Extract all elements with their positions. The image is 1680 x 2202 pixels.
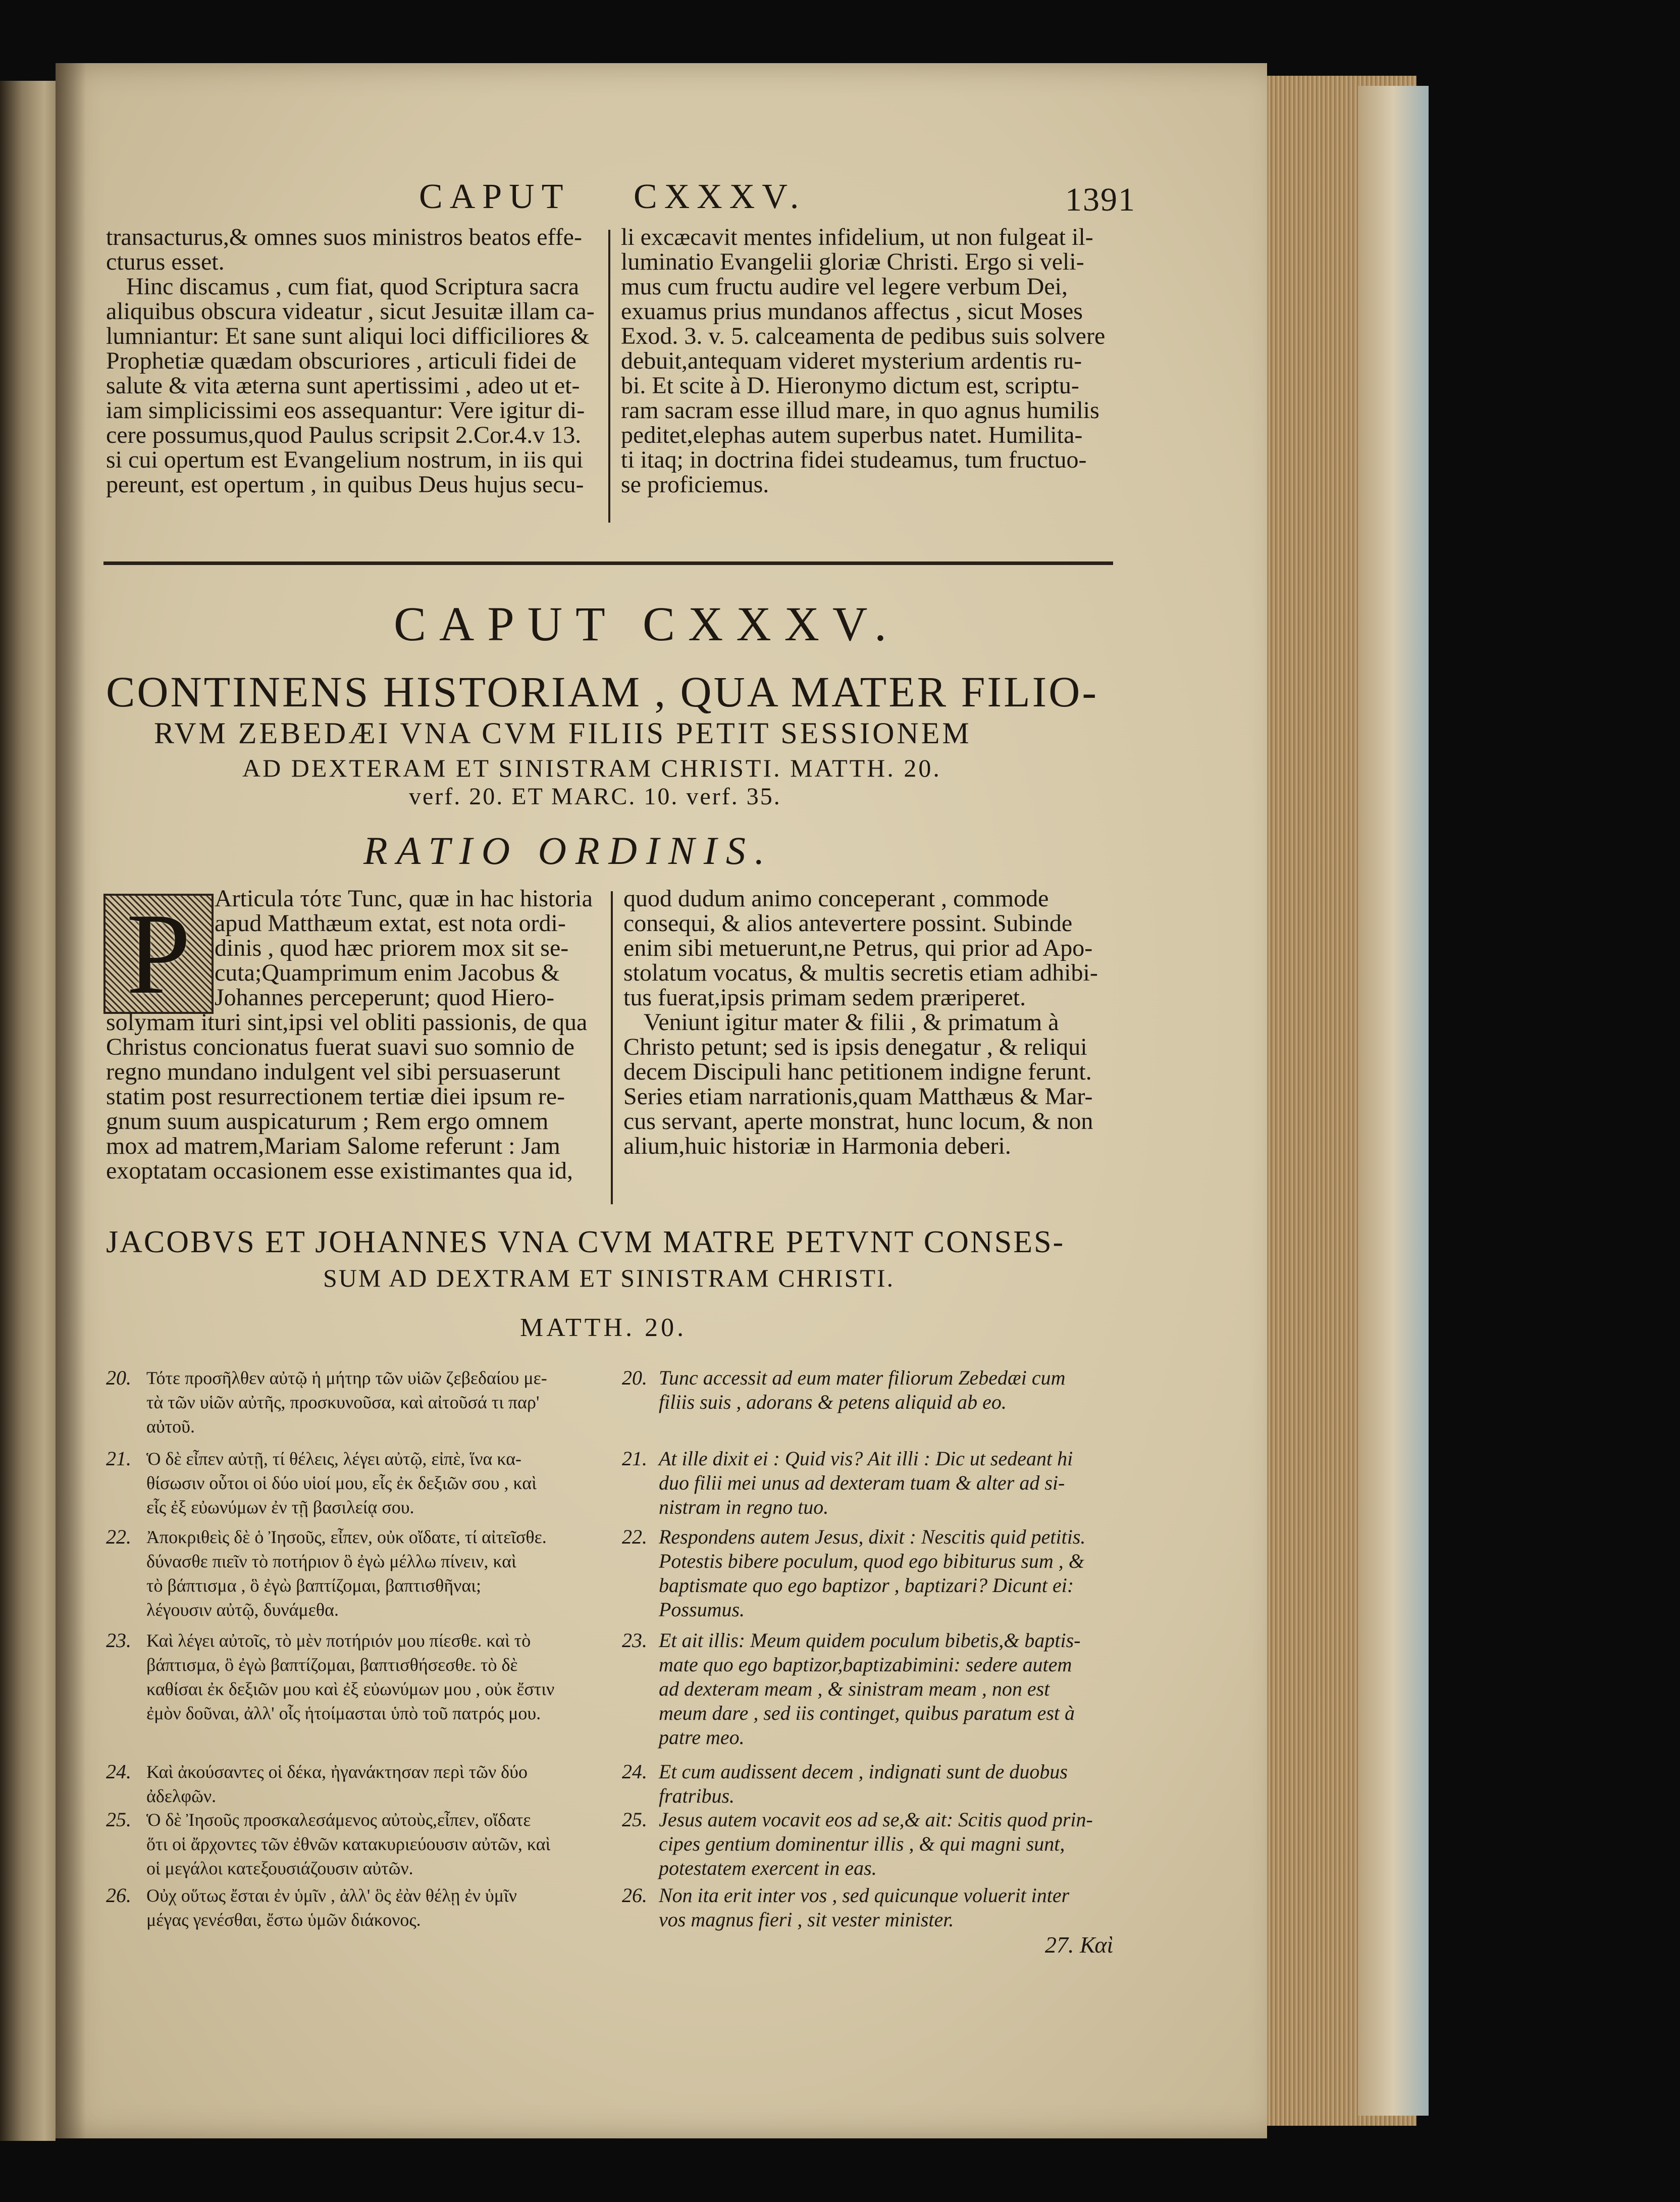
latin-line: Respondens autem Jesus, dixit : Nescitis quid petitis. bbox=[659, 1525, 1086, 1548]
latin-verse bbox=[659, 1760, 1068, 1808]
greek-line: αὐτοῦ. bbox=[146, 1416, 195, 1437]
text-line: stolatum vocatus, & multis secretis etiam adhibi- bbox=[623, 959, 1098, 986]
top-left-column bbox=[106, 225, 606, 497]
greek-verse bbox=[146, 1628, 554, 1725]
latin-line: filiis suis , adorans & petens aliquid ab eo. bbox=[659, 1391, 1007, 1413]
greek-verse bbox=[146, 1525, 547, 1622]
latin-line: Possumus. bbox=[659, 1598, 745, 1621]
latin-line: potestatem exercent in eas. bbox=[659, 1857, 877, 1879]
greek-verse bbox=[146, 1447, 537, 1519]
latin-line: baptismate quo ego baptizor , baptizari? Dicunt ei: bbox=[659, 1574, 1074, 1597]
greek-line: οἱ μεγάλοι κατεξουσιάζουσιν αὐτῶν. bbox=[146, 1858, 413, 1878]
verse-number: 23. bbox=[106, 1629, 131, 1652]
text-line: solymam ituri sint,ipsi vel obliti passionis, de qua bbox=[106, 1009, 588, 1036]
text-line: statim post resurrectionem tertiæ diei ipsum re- bbox=[106, 1083, 565, 1110]
text-line: tus fuerat,ipsis primam sedem præriperet. bbox=[623, 984, 1026, 1011]
subtitle-line-4: verf. 20. ET MARC. 10. verf. 35. bbox=[409, 783, 781, 810]
greek-line: δύνασθε πιεῖν τὸ ποτήριον ὃ ἐγὼ μέλλω πίνειν, καὶ bbox=[146, 1551, 516, 1571]
latin-verse bbox=[659, 1525, 1085, 1622]
catchword: 27. Καὶ bbox=[1045, 1932, 1114, 1958]
latin-line: fratribus. bbox=[659, 1784, 735, 1807]
text-line: pereunt, est opertum , in quibus Deus hujus secu- bbox=[106, 471, 584, 498]
text-line: ram sacram esse illud mare, in quo agnus humilis bbox=[621, 397, 1099, 424]
text-line: exoptatam occasionem esse existimantes qua id, bbox=[106, 1157, 573, 1184]
text-line: peditet,elephas autem superbus natet. Humilita- bbox=[621, 422, 1083, 448]
greek-line: ἐμὸν δοῦναι, ἀλλ' οἷς ἡτοίμασται ὑπὸ τοῦ πατρός μου. bbox=[146, 1703, 541, 1723]
greek-verse bbox=[146, 1808, 550, 1880]
text-line: decem Discipuli hanc petitionem indigne ferunt. bbox=[623, 1058, 1092, 1085]
greek-line: καθίσαι ἐκ δεξιῶν μου καὶ ἐξ εὐωνύμων μου , οὐκ ἔστιν bbox=[146, 1679, 555, 1699]
latin-verse-number: 25. bbox=[622, 1808, 647, 1831]
text-line: enim sibi metuerunt,ne Petrus, qui prior ad Apo- bbox=[623, 935, 1093, 961]
latin-line: duo filii mei unus ad dexteram tuam & alter ad si- bbox=[659, 1471, 1065, 1494]
verse-number: 24. bbox=[106, 1760, 131, 1783]
greek-line: Καὶ ἀκούσαντες οἱ δέκα, ἠγανάκτησαν περὶ τῶν δύο bbox=[146, 1762, 528, 1782]
greek-line: Ἀποκριθεὶς δὲ ὁ Ἰησοῦς, εἶπεν, οὐκ οἴδατε, τί αἰτεῖσθε. bbox=[146, 1527, 547, 1547]
text-line: cturus esset. bbox=[106, 248, 225, 275]
greek-line: Καὶ λέγει αὐτοῖς, τὸ μὲν ποτήριόν μου πίεσθε. καὶ τὸ bbox=[146, 1630, 531, 1651]
column-divider-top bbox=[608, 230, 610, 523]
text-line: luminatio Evangelii gloriæ Christi. Ergo si veli- bbox=[621, 248, 1084, 275]
section-rule bbox=[103, 561, 1113, 565]
latin-line: Et ait illis: Meum quidem poculum bibetis,& baptis- bbox=[659, 1629, 1081, 1652]
text-line: Christus concionatus fuerat suavi suo somnio de bbox=[106, 1034, 574, 1060]
text-line: Hinc discamus , cum fiat, quod Scriptura sacra bbox=[126, 273, 580, 300]
ratio-right-column bbox=[623, 886, 1118, 1158]
top-right-column bbox=[621, 225, 1121, 497]
greek-verse bbox=[146, 1366, 547, 1439]
greek-line: λέγουσιν αὐτῷ, δυνάμεθα. bbox=[146, 1600, 339, 1620]
latin-verse-number: 24. bbox=[622, 1760, 647, 1783]
text-line: Series etiam narrationis,quam Matthæus & Mar- bbox=[623, 1083, 1093, 1110]
greek-line: Ὁ δὲ εἶπεν αὐτῇ, τί θέλεις, λέγει αὐτῷ, εἰπὲ, ἵνα κα- bbox=[146, 1449, 522, 1469]
verse-number: 22. bbox=[106, 1525, 131, 1548]
text-line: regno mundano indulgent vel sibi persuaserunt bbox=[106, 1058, 560, 1085]
text-line: Veniunt igitur mater & filii , & primatum à bbox=[644, 1009, 1059, 1036]
latin-verse-number: 21. bbox=[622, 1447, 647, 1470]
latin-verse-number: 22. bbox=[622, 1525, 647, 1548]
text-line: cuta;Quamprimum enim Jacobus & bbox=[215, 959, 560, 986]
greek-line: τὰ τῶν υἱῶν αὐτῆς, προσκυνοῦσα, καὶ αἰτοῦσά τι παρ' bbox=[146, 1392, 540, 1412]
latin-verse bbox=[659, 1808, 1093, 1880]
latin-line: cipes gentium dominentur illis , & qui magni sunt, bbox=[659, 1832, 1065, 1855]
text-line: mox ad matrem,Mariam Salome referunt : Jam bbox=[106, 1133, 560, 1159]
greek-line: ἀδελφῶν. bbox=[146, 1786, 217, 1806]
greek-line: βάπτισμα, ὃ ἐγὼ βαπτίζομαι, βαπτισθήσεσθε. τὸ δὲ bbox=[146, 1655, 518, 1675]
latin-line: nistram in regno tuo. bbox=[659, 1496, 829, 1518]
text-line: dinis , quod hæc priorem mox sit se- bbox=[215, 935, 569, 961]
latin-line: Et cum audissent decem , indignati sunt de duobus bbox=[659, 1760, 1068, 1783]
text-line: consequi, & alios antevertere possint. Subinde bbox=[623, 910, 1073, 937]
text-line: Exod. 3. v. 5. calceamenta de pedibus suis solvere bbox=[621, 323, 1106, 349]
latin-verse bbox=[659, 1366, 1065, 1414]
text-line: exuamus prius mundanos affectus , sicut Moses bbox=[621, 298, 1083, 325]
text-line: cus servant, aperte monstrat, hunc locum, & non bbox=[623, 1108, 1093, 1135]
text-line: Christo petunt; sed is ipsis denegatur , & reliqui bbox=[623, 1034, 1087, 1060]
heading-2-line-1: JACOBVS ET JOHANNES VNA CVM MATRE PETVNT CONSES- bbox=[106, 1225, 1065, 1259]
book-cover-edge bbox=[1358, 86, 1429, 2116]
text-line: li excæcavit mentes infidelium, ut non fulgeat il- bbox=[621, 224, 1093, 250]
latin-verse-number: 26. bbox=[622, 1884, 647, 1907]
greek-line: τὸ βάπτισμα , ὃ ἐγὼ βαπτίζομαι, βαπτισθῆναι; bbox=[146, 1575, 481, 1596]
greek-line: ὅτι οἱ ἄρχοντες τῶν ἐθνῶν κατακυριεύουσιν αὐτῶν, καὶ bbox=[146, 1834, 551, 1854]
latin-line: Potestis bibere poculum, quod ego bibiturus sum , & bbox=[659, 1550, 1084, 1572]
subtitle-line-2: RVM ZEBEDÆI VNA CVM FILIIS PETIT SESSIONEM bbox=[154, 716, 972, 750]
text-line: salute & vita æterna sunt apertissimi , adeo ut et- bbox=[106, 372, 580, 399]
text-line: aliquibus obscura videatur , sicut Jesuitæ illam ca- bbox=[106, 298, 595, 325]
latin-line: vos magnus fieri , sit vester minister. bbox=[659, 1908, 954, 1931]
latin-verse bbox=[659, 1883, 1069, 1932]
text-line: gnum suum auspicaturum ; Rem ergo omnem bbox=[106, 1108, 549, 1135]
greek-line: Ὁ δὲ Ἰησοῦς προσκαλεσάμενος αὐτοὺς,εἶπεν, οἴδατε bbox=[146, 1810, 531, 1830]
latin-line: ad dexteram meam , & sinistram meam , non est bbox=[659, 1677, 1050, 1700]
text-line: transacturus,& omnes suos ministros beatos effe- bbox=[106, 224, 582, 250]
text-line: iam simplicissimi eos assequantur: Vere igitur di- bbox=[106, 397, 585, 424]
text-line: apud Matthæum extat, est nota ordi- bbox=[215, 910, 566, 937]
greek-line: Οὐχ οὕτως ἔσται ἐν ὑμῖν , ἀλλ' ὃς ἐὰν θέλῃ ἐν ὑμῖν bbox=[146, 1885, 517, 1906]
text-line: Johannes perceperunt; quod Hiero- bbox=[215, 984, 555, 1011]
latin-line: Jesus autem vocavit eos ad se,& ait: Scitis quod prin- bbox=[659, 1808, 1093, 1831]
page-gutter-shadow bbox=[56, 63, 86, 2138]
greek-line: εἷς ἐξ εὐωνύμων ἐν τῇ βασιλείᾳ σου. bbox=[146, 1497, 414, 1517]
chapter-title: CAPUT CXXXV. bbox=[394, 597, 900, 651]
ratio-left-column bbox=[106, 886, 601, 1183]
greek-verse bbox=[146, 1760, 528, 1808]
text-line: si cui opertum est Evangelium nostrum, in iis qui bbox=[106, 446, 584, 473]
text-line: lumniantur: Et sane sunt aliqui loci difficiliores & bbox=[106, 323, 590, 349]
text-line: cere possumus,quod Paulus scripsit 2.Cor.4.v 13. bbox=[106, 422, 582, 448]
greek-line: θίσωσιν οὗτοι οἱ δύο υἱοί μου, εἷς ἐκ δεξιῶν σου , καὶ bbox=[146, 1473, 537, 1493]
running-header-caput: CAPUT bbox=[419, 177, 570, 216]
text-line: se proficiemus. bbox=[621, 471, 769, 498]
latin-line: mate quo ego baptizor,baptizabimini: sedere autem bbox=[659, 1653, 1072, 1676]
text-line: Articula τότε Tunc, quæ in hac historia bbox=[215, 885, 593, 912]
subtitle-line-3: AD DEXTERAM ET SINISTRAM CHRISTI. MATTH. 20. bbox=[242, 754, 941, 782]
latin-verse bbox=[659, 1628, 1080, 1750]
text-line: alium,huic historiæ in Harmonia deberi. bbox=[623, 1133, 1011, 1159]
text-line: mus cum fructu audire vel legere verbum Dei, bbox=[621, 273, 1068, 300]
facing-page-edge bbox=[0, 81, 56, 2141]
greek-line: Τότε προσῆλθεν αὐτῷ ἡ μήτηρ τῶν υἱῶν ζεβεδαίου με- bbox=[146, 1368, 547, 1388]
decorated-initial-letter: P bbox=[126, 889, 191, 1018]
latin-verse bbox=[659, 1447, 1073, 1519]
text-line: Prophetiæ quædam obscuriores , articuli fidei de bbox=[106, 347, 576, 374]
matth-label: MATTH. 20. bbox=[520, 1313, 687, 1342]
verse-number: 21. bbox=[106, 1447, 131, 1470]
latin-verse-number: 20. bbox=[622, 1366, 647, 1389]
section-title: RATIO ORDINIS. bbox=[363, 829, 774, 873]
latin-line: Non ita erit inter vos , sed quicunque voluerit inter bbox=[659, 1884, 1070, 1907]
greek-verse bbox=[146, 1883, 517, 1932]
verse-number: 20. bbox=[106, 1366, 131, 1389]
greek-line: μέγας γενέσθαι, ἔστω ὑμῶν διάκονος. bbox=[146, 1910, 421, 1930]
latin-line: patre meo. bbox=[659, 1726, 745, 1749]
latin-line: Tunc accessit ad eum mater filiorum Zebedæi cum bbox=[659, 1366, 1066, 1389]
running-header-chapter: CXXXV. bbox=[634, 177, 806, 216]
text-line: bi. Et scite à D. Hieronymo dictum est, scriptu- bbox=[621, 372, 1079, 399]
latin-verse-number: 23. bbox=[622, 1629, 647, 1652]
text-line: quod dudum animo conceperant , commode bbox=[623, 885, 1049, 912]
text-line: debuit,antequam videret mysterium ardentis ru- bbox=[621, 347, 1082, 374]
subtitle-line-1: CONTINENS HISTORIAM , QUA MATER FILIO- bbox=[106, 668, 1098, 716]
verse-number: 26. bbox=[106, 1884, 131, 1907]
verse-number: 25. bbox=[106, 1808, 131, 1831]
text-line: ti itaq; in doctrina fidei studeamus, tum fructuo- bbox=[621, 446, 1087, 473]
heading-2-line-2: SUM AD DEXTRAM ET SINISTRAM CHRISTI. bbox=[323, 1264, 895, 1292]
latin-line: meum dare , sed iis continget, quibus paratum est à bbox=[659, 1702, 1075, 1724]
column-divider-ratio bbox=[611, 891, 613, 1204]
page-number: 1391 bbox=[1065, 181, 1136, 218]
latin-line: At ille dixit ei : Quid vis? Ait illi : Dic ut sedeant hi bbox=[659, 1447, 1073, 1470]
